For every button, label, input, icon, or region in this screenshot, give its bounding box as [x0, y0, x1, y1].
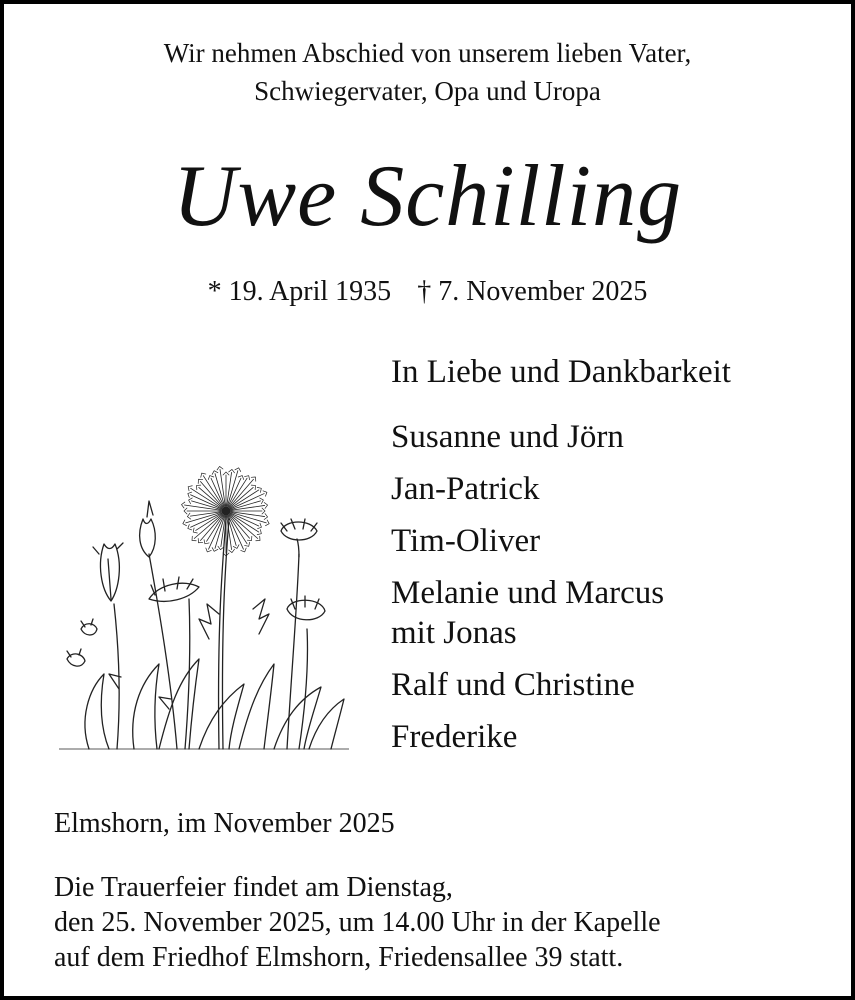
dandelion-seedhead-icon: [181, 466, 269, 556]
place-and-date: Elmshorn, im November 2025: [54, 808, 395, 839]
intro-line-1: Wir nehmen Abschied von unserem lieben Vater,: [163, 38, 692, 68]
mourner-name: Susanne und Jörn: [391, 419, 624, 455]
life-dates: [4, 274, 851, 310]
intro-line-2: Schwiegervater, Opa und Uropa: [254, 76, 601, 106]
mourner-name: Jan-Patrick: [391, 471, 540, 507]
funeral-info: [54, 870, 661, 975]
funeral-line-3: auf dem Friedhof Elmshorn, Friedensallee 39 statt.: [54, 942, 624, 973]
mourner-name: Ralf und Christine: [391, 667, 635, 703]
mourner-name: Tim-Oliver: [391, 523, 541, 559]
birth-date: * 19. April 1935: [207, 276, 392, 307]
dedication: In Liebe und Dankbarkeit: [391, 354, 731, 390]
deceased-name: Uwe Schilling: [172, 148, 683, 245]
dandelion-flowers-illustration: [59, 459, 349, 754]
intro-text: [4, 34, 851, 110]
mourner-name: Melanie und Marcus: [391, 575, 665, 611]
mourner-name: Frederike: [391, 719, 518, 755]
mourners-list: [391, 417, 664, 769]
death-date: † 7. November 2025: [417, 276, 648, 307]
funeral-line-2: den 25. November 2025, um 14.00 Uhr in der Kapelle: [54, 907, 661, 938]
funeral-line-1: Die Trauerfeier findet am Dienstag,: [54, 872, 453, 903]
mourner-name: mit Jonas: [391, 615, 517, 651]
